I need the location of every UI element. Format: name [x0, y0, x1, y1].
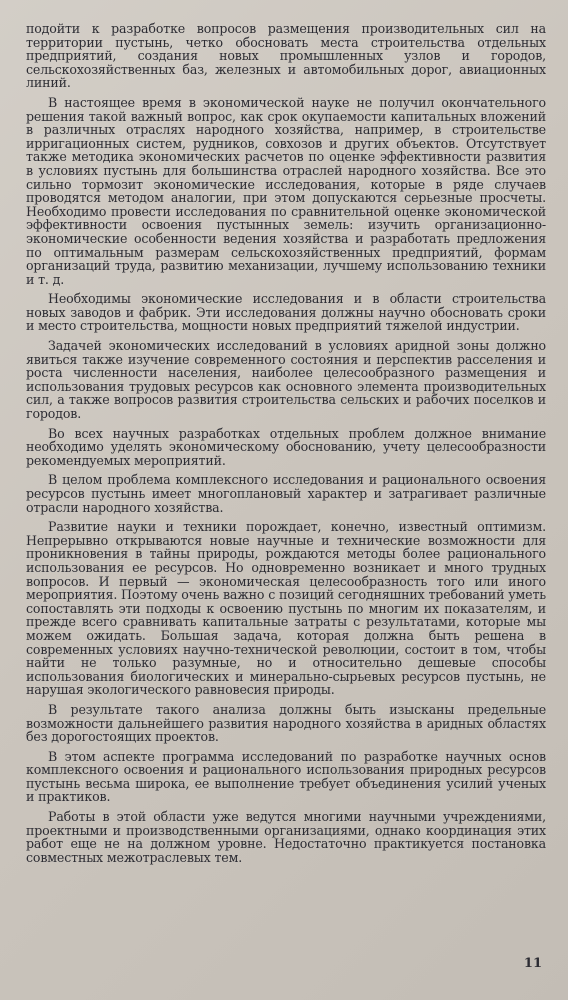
body-text — [26, 22, 546, 864]
page-number: 11 — [523, 956, 542, 971]
paragraph: В этом аспекте программа исследований по разработке научных основ комплексного освоения и рационального использования природных ресурсов пустынь весьма широка, ее выполнение требует объединения усилий ученых и практиков. — [26, 748, 546, 805]
paragraph: подойти к разработке вопросов размещения производительных сил на территории пустынь, четко обосновать места строительства отдельных предприятий, создания новых промышленных узлов и городов, сельскохозяйственных баз, железных и автомобильных дорог, авиационных линий. — [26, 21, 546, 91]
paragraph: Задачей экономических исследований в условиях аридной зоны должно явиться также изучение современного состояния и перспектив расселения и роста численности населения, наиболее целесообразного размещения и использования трудовых ресурсов как основного элемента производительных сил, а также вопросов развития строительства сельских и рабочих поселков и городов. — [26, 338, 546, 422]
paragraph: В целом проблема комплексного исследования и рационального освоения ресурсов пустынь имеет многоплановый характер и затрагивает различные отрасли народного хозяйства. — [26, 472, 546, 515]
paragraph: Необходимы экономические исследования и в области строительства новых заводов и фабрик. Эти исследования должны научно обосновать сроки и место строительства, мощности новых предприятий тяжелой индустрии. — [26, 291, 546, 334]
paragraph: В настоящее время в экономической науке не получил окончательного решения такой важный вопрос, как срок окупаемости капитальных вложений в различных отраслях народного хозяйства, например, в строительстве ирригационных систем, рудников, совхозов и других объектов. Отсутствует также методика экономических расчетов по оценке эффективности развития в условиях пустынь для большинства отраслей народного хозяйства. Все это сильно тормозит экономические исследования, которые в ряде случаев проводятся методом аналогии, при этом допускаются серьезные просчеты. Необходимо провести исследования по сравнительной оценке экономической эффективности освоения пустынных земель: изучить организационно-экономические особенности ведения хозяйства и разработать предложения по оптимальным размерам сельскохозяйственных предприятий, формам организаций труда, развитию механизации, лучшему использованию техники и т. д. — [26, 94, 546, 287]
paragraph: В результате такого анализа должны быть изысканы предельные возможности дальнейшего развития народного хозяйства в аридных областях без дорогостоящих проектов. — [26, 701, 546, 745]
paragraph: Работы в этой области уже ведутся многими научными учреждениями, проектными и производственными организациями, однако координация этих работ еще не на должном уровне. Недостаточно практикуется постановка совместных межотраслевых тем. — [26, 809, 546, 865]
paragraph: Развитие науки и техники порождает, конечно, известный оптимизм. Непрерывно открываются новые научные и технические возможности для проникновения в тайны природы, рождаются методы более рационального использования ее ресурсов. Но одновременно возникает и много трудных вопросов. И первый — экономическая целесообразность того или иного мероприятия. Поэтому очень важно с позиций сегодняшних требований уметь сопоставлять эти подходы к освоению пустынь по многим их показателям, и прежде всего сравнивать капитальные затраты с результатами, которые мы можем ожидать. Большая задача, которая должна быть решена в современных условиях научно-технической революции, состоит в том, чтобы найти не только разумные, но и относительно дешевые способы использования биологических и минерально-сырьевых ресурсов пустынь, не нарушая экологического равновесия природы. — [26, 519, 546, 698]
paragraph: Во всех научных разработках отдельных проблем должное внимание необходимо уделять экономическому обоснованию, учету целесообразности рекомендуемых мероприятий. — [26, 425, 546, 468]
